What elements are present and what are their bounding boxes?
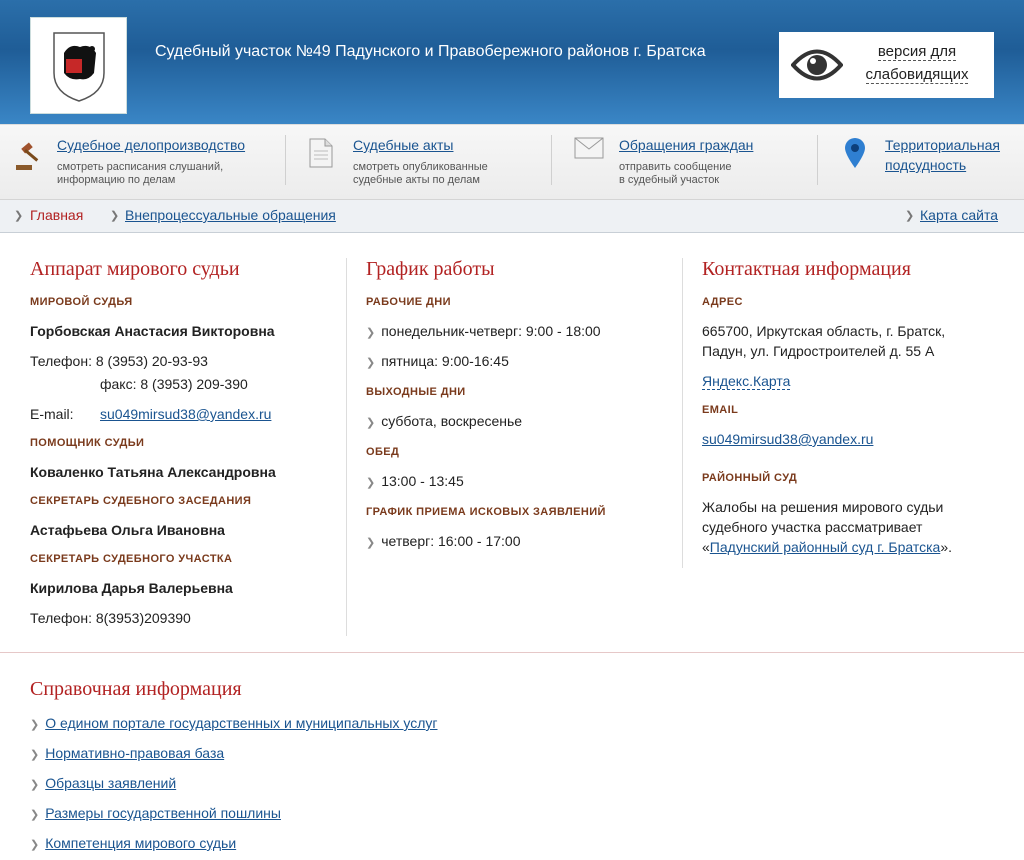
map-pin-icon: [844, 137, 866, 169]
chevron-right-icon: ❯: [110, 210, 120, 222]
session-secretary-label: СЕКРЕТАРЬ СУДЕБНОГО ЗАСЕДАНИЯ: [30, 495, 252, 507]
breadcrumb-current[interactable]: Внепроцессуальные обращения: [125, 207, 336, 223]
reference-link[interactable]: О едином портале государственных и муниципальных услуг: [45, 715, 438, 731]
district-text-line3: «Падунский районный суд г. Братска».: [702, 539, 952, 555]
reference-link[interactable]: Образцы заявлений: [45, 775, 177, 791]
document-icon: [308, 137, 334, 169]
schedule-heading: График работы: [366, 258, 495, 280]
contact-email-link[interactable]: su049mirsud38@yandex.ru: [702, 431, 874, 447]
lunch-item: ❯ 13:00 - 13:45: [366, 473, 464, 489]
accessibility-version-label[interactable]: версия для слабовидящих: [865, 43, 969, 83]
nav-item-court-proceedings[interactable]: [10, 125, 275, 199]
judge-email-link[interactable]: su049mirsud38@yandex.ru: [100, 406, 272, 422]
nav-desc-court-acts: смотреть опубликованные судебные акты по делам: [353, 161, 488, 186]
contact-email-label: EMAIL: [702, 404, 739, 416]
address-line1: 665700, Иркутская область, г. Братск,: [702, 323, 946, 339]
sitemap-link[interactable]: Карта сайта: [920, 207, 998, 223]
nav-link-court-proceedings[interactable]: Судебное делопроизводство: [57, 137, 246, 153]
nav-desc-court-proceedings: смотреть расписания слушаний, информацию по делам: [57, 161, 224, 186]
judge-label: МИРОВОЙ СУДЬЯ: [30, 296, 133, 308]
apparatus-heading: Аппарат мирового судьи: [30, 258, 240, 280]
site-title: Судебный участок №49 Падунского и Правобережного районов г. Братска: [155, 43, 706, 60]
address-label: АДРЕС: [702, 296, 743, 308]
nav-item-citizen-appeals[interactable]: [572, 125, 807, 199]
plot-secretary-phone: Телефон: 8(3953)209390: [30, 610, 191, 626]
chevron-right-icon: ❯: [366, 417, 376, 429]
yandex-map-link[interactable]: Яндекс.Карта: [702, 373, 791, 389]
envelope-icon: [574, 137, 604, 159]
chevron-right-icon: ❯: [366, 477, 376, 489]
reference-heading: Справочная информация: [30, 678, 242, 700]
address-line2: Падун, ул. Гидростроителей д. 55 А: [702, 343, 935, 359]
workdays-item: ❯ понедельник-четверг: 9:00 - 18:00: [366, 323, 601, 339]
assistant-label: ПОМОЩНИК СУДЬИ: [30, 437, 145, 449]
chevron-right-icon: ❯: [30, 839, 40, 851]
coat-of-arms-logo[interactable]: [30, 17, 127, 114]
reference-item[interactable]: [30, 745, 224, 761]
reference-item[interactable]: [30, 805, 281, 821]
reference-item[interactable]: [30, 715, 438, 731]
nav-item-court-acts[interactable]: [306, 125, 541, 199]
coat-of-arms-icon: [50, 29, 108, 103]
chevron-right-icon: ❯: [30, 749, 40, 761]
judge-phone: Телефон: 8 (3953) 20-93-93: [30, 353, 208, 369]
reference-link[interactable]: Компетенция мирового судьи: [45, 835, 237, 851]
nav-link-jurisdiction-line2[interactable]: подсудность: [885, 157, 967, 173]
workdays-label: РАБОЧИЕ ДНИ: [366, 296, 451, 308]
judge-name: Горбовская Анастасия Викторовна: [30, 323, 275, 339]
nav-divider: [817, 135, 818, 185]
weekend-item: ❯ суббота, воскресенье: [366, 413, 523, 429]
site-header: [0, 0, 1024, 124]
reference-link[interactable]: Размеры государственной пошлины: [45, 805, 281, 821]
plot-secretary-name: Кирилова Дарья Валерьевна: [30, 580, 233, 596]
main-nav: [0, 124, 1024, 200]
lunch-label: ОБЕД: [366, 446, 400, 458]
chevron-right-icon: ❯: [30, 809, 40, 821]
chevron-right-icon: ❯: [30, 719, 40, 731]
claims-label: ГРАФИК ПРИЕМА ИСКОВЫХ ЗАЯВЛЕНИЙ: [366, 506, 606, 518]
nav-link-citizen-appeals[interactable]: Обращения граждан: [619, 137, 754, 153]
nav-desc-citizen-appeals: отправить сообщение в судебный участок: [619, 161, 732, 186]
nav-link-jurisdiction-line1[interactable]: Территориальная: [885, 137, 1000, 153]
chevron-right-icon: ❯: [14, 210, 24, 222]
chevron-right-icon: ❯: [366, 357, 376, 369]
district-text-line1: Жалобы на решения мирового судьи: [702, 499, 944, 515]
chevron-right-icon: ❯: [366, 327, 376, 339]
session-secretary-name: Астафьева Ольга Ивановна: [30, 522, 225, 538]
judge-fax: факс: 8 (3953) 209-390: [100, 376, 248, 392]
column-divider: [346, 258, 347, 636]
accessibility-version-button[interactable]: [779, 32, 994, 98]
email-label: E-mail:: [30, 406, 74, 422]
district-court-link[interactable]: Падунский районный суд г. Братска: [709, 539, 941, 555]
reference-link[interactable]: Нормативно-правовая база: [45, 745, 225, 761]
district-court-label: РАЙОННЫЙ СУД: [702, 472, 798, 484]
chevron-right-icon: ❯: [30, 779, 40, 791]
reference-item[interactable]: [30, 835, 236, 851]
district-text-line2: судебного участка рассматривает: [702, 519, 923, 535]
workdays-item: ❯ пятница: 9:00-16:45: [366, 353, 509, 369]
breadcrumb: [0, 200, 1024, 233]
gavel-icon: [12, 139, 46, 173]
weekend-label: ВЫХОДНЫЕ ДНИ: [366, 386, 466, 398]
breadcrumb-home[interactable]: Главная: [30, 207, 84, 223]
contacts-heading: Контактная информация: [702, 258, 911, 280]
nav-link-jurisdiction[interactable]: [885, 135, 1000, 175]
nav-divider: [285, 135, 286, 185]
column-divider: [682, 258, 683, 568]
reference-item[interactable]: [30, 775, 176, 791]
eye-icon: [791, 44, 843, 86]
nav-item-jurisdiction[interactable]: [838, 125, 1018, 199]
section-divider: [0, 652, 1024, 653]
chevron-right-icon: ❯: [905, 210, 915, 222]
assistant-name: Коваленко Татьяна Александровна: [30, 464, 276, 480]
plot-secretary-label: СЕКРЕТАРЬ СУДЕБНОГО УЧАСТКА: [30, 553, 233, 565]
claims-item: ❯ четверг: 16:00 - 17:00: [366, 533, 521, 549]
chevron-right-icon: ❯: [366, 537, 376, 549]
nav-link-court-acts[interactable]: Судебные акты: [353, 137, 454, 153]
nav-divider: [551, 135, 552, 185]
